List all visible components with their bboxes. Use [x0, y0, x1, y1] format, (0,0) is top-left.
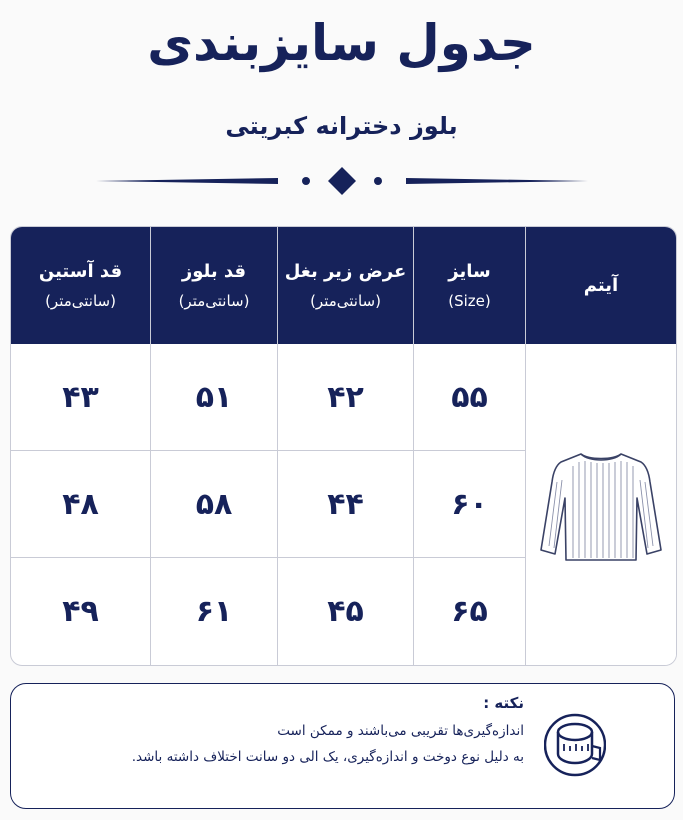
header-length-label: قد بلوز — [181, 261, 247, 282]
cell-chest-2: ۴۴ — [277, 451, 413, 558]
header-size-label: سایز — [448, 261, 491, 282]
header-sleeve-label: قد آستین — [38, 261, 123, 282]
diamond-divider-ornament — [96, 166, 588, 196]
cell-size-3: ۶۵ — [413, 558, 525, 665]
page-subtitle: بلوز دخترانه کبریتی — [225, 112, 458, 140]
note-line-1: اندازه‌گیری‌ها تقریبی می‌باشند و ممکن است — [277, 723, 524, 739]
header-sleeve — [11, 227, 150, 344]
note-box — [10, 683, 675, 809]
header-item — [525, 227, 676, 344]
size-table — [10, 226, 677, 666]
measuring-tape-icon — [544, 702, 606, 788]
header-chest-label: عرض زیر بغل — [284, 261, 407, 282]
header-chest — [277, 227, 413, 344]
cell-sleeve-2: ۴۸ — [11, 451, 150, 558]
header-sleeve-sub: (سانتی‌متر) — [45, 292, 116, 310]
cell-length-3: ۶۱ — [150, 558, 277, 665]
header-chest-sub: (سانتی‌متر) — [310, 292, 381, 310]
item-image-cell — [525, 344, 676, 665]
cell-chest-3: ۴۵ — [277, 558, 413, 665]
cell-length-1: ۵۱ — [150, 344, 277, 451]
cell-size-2: ۶۰ — [413, 451, 525, 558]
cell-sleeve-3: ۴۹ — [62, 594, 99, 629]
note-title: نکته : — [483, 694, 524, 712]
note-line-2: به دلیل نوع دوخت و اندازه‌گیری، یک الی دو سانت اختلاف داشته باشد. — [131, 749, 524, 765]
header-length — [150, 227, 277, 344]
page-title: جدول سایزبندی — [147, 14, 536, 72]
cell-sleeve-1: ۴۳ — [11, 344, 150, 451]
header-item-label: آیتم — [583, 275, 619, 296]
header-size — [413, 227, 525, 344]
note-text — [44, 694, 524, 770]
cell-chest-1: ۴۲ — [277, 344, 413, 451]
header-length-sub: (سانتی‌متر) — [178, 292, 250, 310]
header-size-sub: (Size) — [448, 292, 491, 310]
cell-length-2: ۵۸ — [150, 451, 277, 558]
ribbed-long-sleeve-shirt-icon — [537, 446, 665, 564]
cell-size-1: ۵۵ — [413, 344, 525, 451]
